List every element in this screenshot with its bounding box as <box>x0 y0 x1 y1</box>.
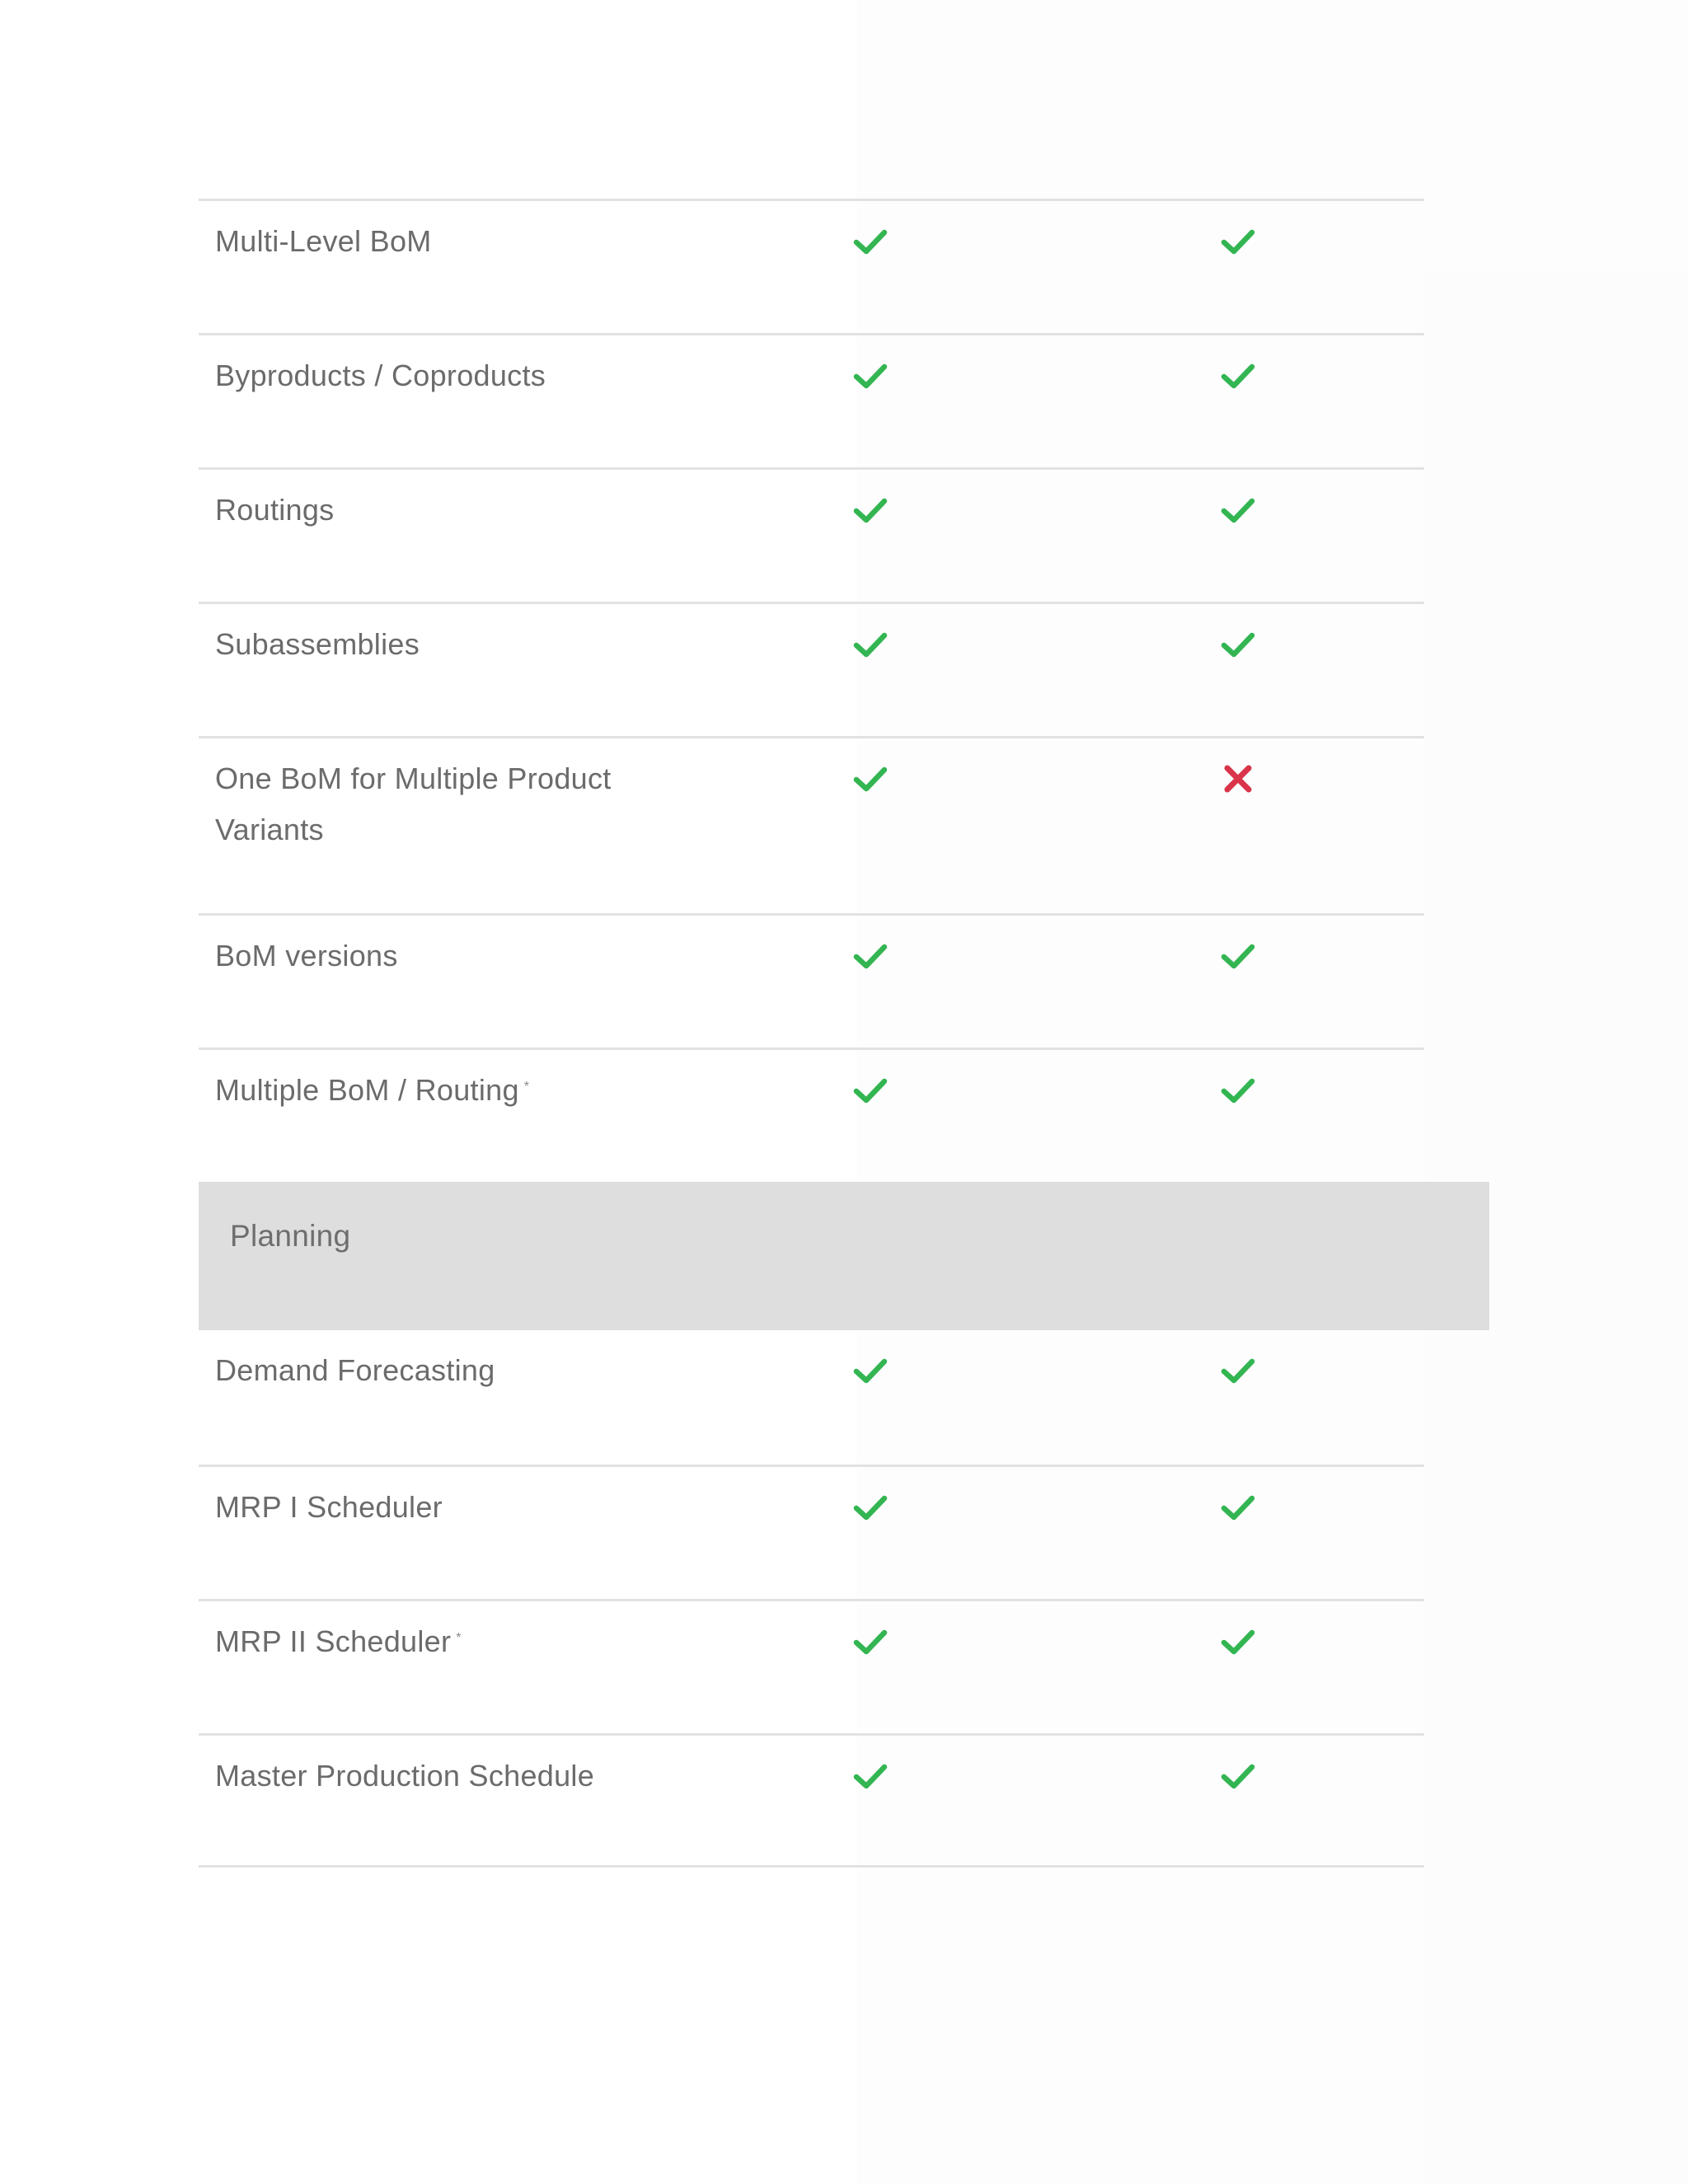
cross-icon <box>1219 760 1257 798</box>
check-icon <box>851 357 889 395</box>
feature-label: One BoM for Multiple Product Variants <box>215 762 612 846</box>
feature-label: Subassemblies <box>215 627 420 661</box>
check-icon <box>1219 357 1257 395</box>
check-icon <box>1219 937 1257 975</box>
feature-text: MRP II Scheduler <box>215 1624 452 1658</box>
check-icon <box>851 1488 889 1526</box>
table-row <box>199 199 1424 333</box>
feature-label: MRP I Scheduler <box>215 1490 443 1524</box>
feature-label: Routings <box>215 493 335 527</box>
footnote-marker: * <box>523 1080 530 1094</box>
table-row <box>199 1465 1424 1599</box>
check-icon <box>1219 1352 1257 1390</box>
feature-label: Multi-Level BoM <box>215 224 432 258</box>
table-row <box>199 1047 1424 1182</box>
feature-label: Demand Forecasting <box>215 1353 495 1387</box>
check-icon <box>1219 1488 1257 1526</box>
feature-label: BoM versions <box>215 939 398 972</box>
feature-text: Multiple BoM / Routing <box>215 1073 519 1107</box>
check-icon <box>851 760 889 798</box>
check-icon <box>851 937 889 975</box>
table-row <box>199 467 1424 602</box>
check-icon <box>851 491 889 529</box>
check-icon <box>1219 223 1257 260</box>
footnote-marker: * <box>456 1631 462 1645</box>
table-row <box>199 333 1424 467</box>
check-icon <box>1219 1071 1257 1109</box>
table-row <box>199 736 1424 913</box>
check-icon <box>851 626 889 663</box>
check-icon <box>851 223 889 260</box>
feature-comparison-table <box>199 199 1489 1868</box>
feature-label <box>215 1065 677 1116</box>
table-row <box>199 1599 1424 1733</box>
check-icon <box>1219 1757 1257 1795</box>
feature-label <box>215 1616 677 1667</box>
table-row <box>199 602 1424 736</box>
check-icon <box>1219 626 1257 663</box>
check-icon <box>851 1071 889 1109</box>
table-row <box>199 913 1424 1047</box>
feature-label: Byproducts / Coproducts <box>215 359 546 392</box>
check-icon <box>1219 1623 1257 1661</box>
check-icon <box>1219 491 1257 529</box>
section-header-planning <box>199 1182 1489 1330</box>
check-icon <box>851 1623 889 1661</box>
check-icon <box>851 1757 889 1795</box>
section-title: Planning <box>230 1219 351 1253</box>
check-icon <box>851 1352 889 1390</box>
table-row <box>199 1733 1424 1868</box>
feature-label: Master Production Schedule <box>215 1759 595 1793</box>
table-row <box>199 1330 1424 1465</box>
